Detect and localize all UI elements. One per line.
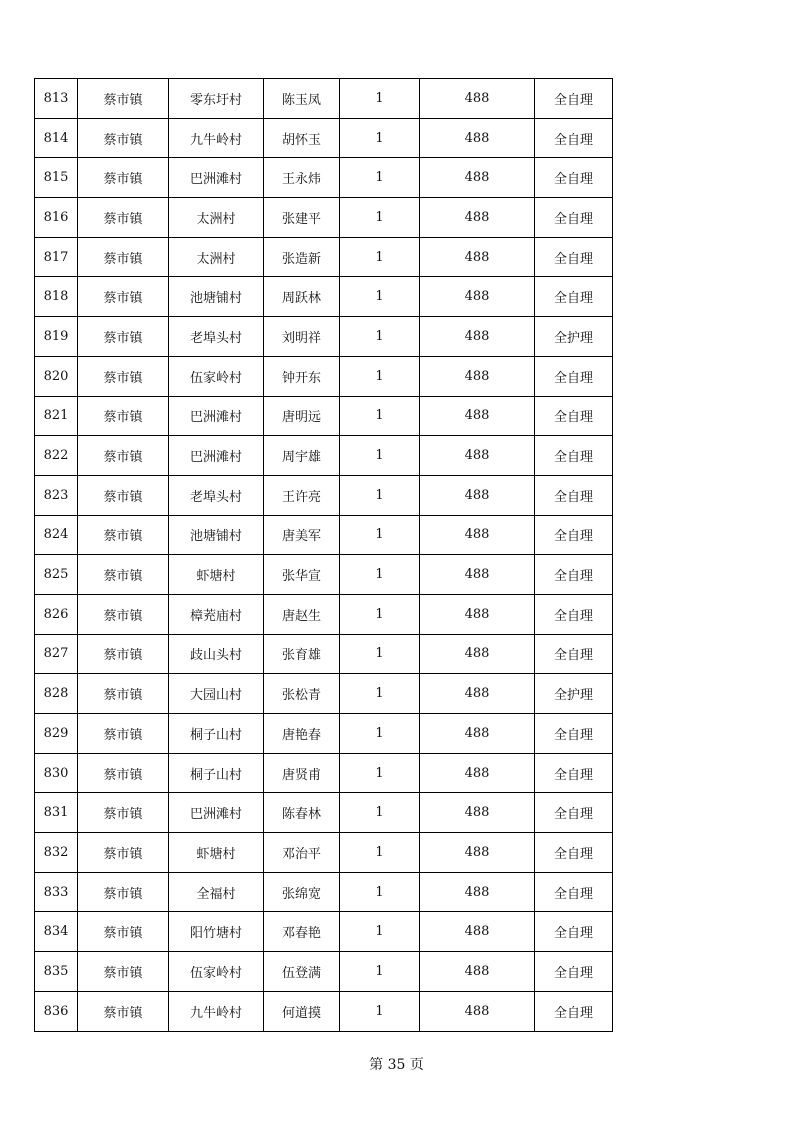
count-cell: 1	[340, 277, 420, 317]
care-type-cell: 全自理	[535, 396, 613, 436]
row-number-cell: 835	[35, 952, 78, 992]
care-type-cell: 全护理	[535, 317, 613, 357]
table-row	[35, 118, 613, 158]
town-cell: 蔡市镇	[78, 515, 169, 555]
village-cell: 老埠头村	[169, 475, 264, 515]
village-cell: 太洲村	[169, 198, 264, 238]
care-type-cell: 全自理	[535, 555, 613, 595]
town-cell: 蔡市镇	[78, 991, 169, 1031]
amount-cell: 488	[420, 198, 535, 238]
name-cell: 陈玉凤	[264, 79, 340, 119]
village-cell: 巴洲滩村	[169, 158, 264, 198]
name-cell: 张造新	[264, 237, 340, 277]
name-cell: 王永炜	[264, 158, 340, 198]
row-number-cell: 815	[35, 158, 78, 198]
name-cell: 唐贤甫	[264, 753, 340, 793]
row-number-cell: 828	[35, 674, 78, 714]
count-cell: 1	[340, 79, 420, 119]
village-cell: 池塘铺村	[169, 515, 264, 555]
count-cell: 1	[340, 317, 420, 357]
town-cell: 蔡市镇	[78, 396, 169, 436]
row-number-cell: 817	[35, 237, 78, 277]
table-row	[35, 912, 613, 952]
count-cell: 1	[340, 793, 420, 833]
amount-cell: 488	[420, 714, 535, 754]
count-cell: 1	[340, 634, 420, 674]
town-cell: 蔡市镇	[78, 952, 169, 992]
town-cell: 蔡市镇	[78, 634, 169, 674]
town-cell: 蔡市镇	[78, 475, 169, 515]
town-cell: 蔡市镇	[78, 158, 169, 198]
name-cell: 伍登满	[264, 952, 340, 992]
count-cell: 1	[340, 594, 420, 634]
care-type-cell: 全自理	[535, 515, 613, 555]
table-body	[35, 79, 613, 1032]
care-type-cell: 全自理	[535, 158, 613, 198]
amount-cell: 488	[420, 436, 535, 476]
table-row	[35, 634, 613, 674]
amount-cell: 488	[420, 515, 535, 555]
name-cell: 何道摸	[264, 991, 340, 1031]
name-cell: 张育雄	[264, 634, 340, 674]
name-cell: 邓春艳	[264, 912, 340, 952]
town-cell: 蔡市镇	[78, 872, 169, 912]
table-row	[35, 674, 613, 714]
table-row	[35, 515, 613, 555]
table-row	[35, 952, 613, 992]
count-cell: 1	[340, 753, 420, 793]
village-cell: 樟茺庙村	[169, 594, 264, 634]
village-cell: 阳竹塘村	[169, 912, 264, 952]
name-cell: 张松青	[264, 674, 340, 714]
name-cell: 钟开东	[264, 356, 340, 396]
amount-cell: 488	[420, 79, 535, 119]
name-cell: 陈春林	[264, 793, 340, 833]
village-cell: 老埠头村	[169, 317, 264, 357]
count-cell: 1	[340, 833, 420, 873]
care-type-cell: 全自理	[535, 952, 613, 992]
town-cell: 蔡市镇	[78, 912, 169, 952]
row-number-cell: 830	[35, 753, 78, 793]
care-type-cell: 全自理	[535, 436, 613, 476]
village-cell: 桐子山村	[169, 714, 264, 754]
village-cell: 巴洲滩村	[169, 793, 264, 833]
row-number-cell: 836	[35, 991, 78, 1031]
amount-cell: 488	[420, 833, 535, 873]
village-cell: 虾塘村	[169, 833, 264, 873]
amount-cell: 488	[420, 555, 535, 595]
village-cell: 虾塘村	[169, 555, 264, 595]
amount-cell: 488	[420, 594, 535, 634]
village-cell: 歧山头村	[169, 634, 264, 674]
care-type-cell: 全自理	[535, 237, 613, 277]
care-type-cell: 全自理	[535, 793, 613, 833]
amount-cell: 488	[420, 237, 535, 277]
table-row	[35, 277, 613, 317]
care-type-cell: 全自理	[535, 594, 613, 634]
count-cell: 1	[340, 436, 420, 476]
village-cell: 伍家岭村	[169, 356, 264, 396]
name-cell: 唐明远	[264, 396, 340, 436]
name-cell: 王许亮	[264, 475, 340, 515]
row-number-cell: 826	[35, 594, 78, 634]
count-cell: 1	[340, 515, 420, 555]
table-row	[35, 714, 613, 754]
row-number-cell: 831	[35, 793, 78, 833]
row-number-cell: 829	[35, 714, 78, 754]
village-cell: 巴洲滩村	[169, 436, 264, 476]
village-cell: 太洲村	[169, 237, 264, 277]
amount-cell: 488	[420, 753, 535, 793]
count-cell: 1	[340, 475, 420, 515]
amount-cell: 488	[420, 793, 535, 833]
table-row	[35, 317, 613, 357]
count-cell: 1	[340, 912, 420, 952]
amount-cell: 488	[420, 277, 535, 317]
care-type-cell: 全自理	[535, 118, 613, 158]
table-row	[35, 436, 613, 476]
amount-cell: 488	[420, 356, 535, 396]
town-cell: 蔡市镇	[78, 277, 169, 317]
town-cell: 蔡市镇	[78, 674, 169, 714]
town-cell: 蔡市镇	[78, 436, 169, 476]
amount-cell: 488	[420, 674, 535, 714]
table-row	[35, 872, 613, 912]
row-number-cell: 816	[35, 198, 78, 238]
name-cell: 周宇雄	[264, 436, 340, 476]
village-cell: 全福村	[169, 872, 264, 912]
care-type-cell: 全自理	[535, 714, 613, 754]
table-row	[35, 356, 613, 396]
amount-cell: 488	[420, 158, 535, 198]
care-type-cell: 全自理	[535, 912, 613, 952]
village-cell: 九牛岭村	[169, 991, 264, 1031]
village-cell: 池塘铺村	[169, 277, 264, 317]
row-number-cell: 820	[35, 356, 78, 396]
name-cell: 邓治平	[264, 833, 340, 873]
care-type-cell: 全自理	[535, 833, 613, 873]
name-cell: 胡怀玉	[264, 118, 340, 158]
table-row	[35, 396, 613, 436]
village-cell: 桐子山村	[169, 753, 264, 793]
town-cell: 蔡市镇	[78, 237, 169, 277]
row-number-cell: 813	[35, 79, 78, 119]
name-cell: 周跃林	[264, 277, 340, 317]
amount-cell: 488	[420, 396, 535, 436]
table-row	[35, 475, 613, 515]
row-number-cell: 822	[35, 436, 78, 476]
table-row	[35, 753, 613, 793]
amount-cell: 488	[420, 118, 535, 158]
data-table	[34, 78, 613, 1032]
care-type-cell: 全自理	[535, 753, 613, 793]
count-cell: 1	[340, 872, 420, 912]
count-cell: 1	[340, 396, 420, 436]
town-cell: 蔡市镇	[78, 118, 169, 158]
name-cell: 张绵宽	[264, 872, 340, 912]
count-cell: 1	[340, 714, 420, 754]
table-row	[35, 237, 613, 277]
amount-cell: 488	[420, 912, 535, 952]
care-type-cell: 全自理	[535, 991, 613, 1031]
row-number-cell: 834	[35, 912, 78, 952]
count-cell: 1	[340, 237, 420, 277]
count-cell: 1	[340, 674, 420, 714]
table-row	[35, 158, 613, 198]
town-cell: 蔡市镇	[78, 793, 169, 833]
town-cell: 蔡市镇	[78, 79, 169, 119]
town-cell: 蔡市镇	[78, 555, 169, 595]
table-row	[35, 793, 613, 833]
care-type-cell: 全自理	[535, 475, 613, 515]
row-number-cell: 819	[35, 317, 78, 357]
name-cell: 唐艳春	[264, 714, 340, 754]
table-row	[35, 991, 613, 1031]
row-number-cell: 833	[35, 872, 78, 912]
table-row	[35, 198, 613, 238]
row-number-cell: 827	[35, 634, 78, 674]
care-type-cell: 全自理	[535, 198, 613, 238]
table-row	[35, 555, 613, 595]
count-cell: 1	[340, 158, 420, 198]
count-cell: 1	[340, 991, 420, 1031]
town-cell: 蔡市镇	[78, 753, 169, 793]
count-cell: 1	[340, 952, 420, 992]
count-cell: 1	[340, 198, 420, 238]
page-number: 第 35 页	[369, 1057, 424, 1073]
row-number-cell: 824	[35, 515, 78, 555]
table-row	[35, 833, 613, 873]
care-type-cell: 全自理	[535, 277, 613, 317]
village-cell: 伍家岭村	[169, 952, 264, 992]
amount-cell: 488	[420, 952, 535, 992]
town-cell: 蔡市镇	[78, 198, 169, 238]
town-cell: 蔡市镇	[78, 594, 169, 634]
row-number-cell: 814	[35, 118, 78, 158]
village-cell: 九牛岭村	[169, 118, 264, 158]
town-cell: 蔡市镇	[78, 317, 169, 357]
village-cell: 大园山村	[169, 674, 264, 714]
care-type-cell: 全自理	[535, 356, 613, 396]
amount-cell: 488	[420, 317, 535, 357]
name-cell: 刘明祥	[264, 317, 340, 357]
row-number-cell: 818	[35, 277, 78, 317]
town-cell: 蔡市镇	[78, 833, 169, 873]
amount-cell: 488	[420, 634, 535, 674]
town-cell: 蔡市镇	[78, 714, 169, 754]
count-cell: 1	[340, 118, 420, 158]
care-type-cell: 全自理	[535, 79, 613, 119]
care-type-cell: 全自理	[535, 634, 613, 674]
table-row	[35, 79, 613, 119]
count-cell: 1	[340, 555, 420, 595]
row-number-cell: 823	[35, 475, 78, 515]
amount-cell: 488	[420, 872, 535, 912]
row-number-cell: 825	[35, 555, 78, 595]
name-cell: 张建平	[264, 198, 340, 238]
care-type-cell: 全护理	[535, 674, 613, 714]
town-cell: 蔡市镇	[78, 356, 169, 396]
table-row	[35, 594, 613, 634]
amount-cell: 488	[420, 991, 535, 1031]
name-cell: 唐美军	[264, 515, 340, 555]
row-number-cell: 821	[35, 396, 78, 436]
name-cell: 张华宣	[264, 555, 340, 595]
count-cell: 1	[340, 356, 420, 396]
row-number-cell: 832	[35, 833, 78, 873]
village-cell: 零东圩村	[169, 79, 264, 119]
amount-cell: 488	[420, 475, 535, 515]
name-cell: 唐赵生	[264, 594, 340, 634]
care-type-cell: 全自理	[535, 872, 613, 912]
village-cell: 巴洲滩村	[169, 396, 264, 436]
